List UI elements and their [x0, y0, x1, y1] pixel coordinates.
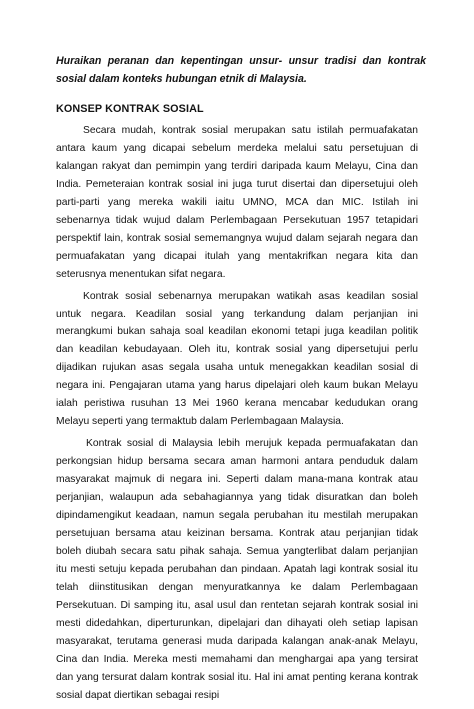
essay-question: Huraikan peranan dan kepentingan unsur- unsur tradisi dan kontrak sosial dalam konteks hubungan etnik di Malaysia. [56, 55, 426, 85]
paragraph: Kontrak sosial di Malaysia lebih merujuk kepada permuafakatan dan perkongsian hidup bersama secara aman harmoni antara penduduk dalam masyarakat majmuk di negara ini. Seperti dalam mana-mana kontrak atau perjanjian, walaupun ada sebahagiannya yang tidak disuratkan dan boleh dipindamengikut keadaan, namun segala perubahan itu mestilah merupakan persetujuan bersama atau keizinan bersama. Kontrak atau perjanjian tidak boleh diubah secara satu pihak sahaja. Semua yangterlibat dalam perjanjian itu mesti setuju kepada perubahan dan pindaan. Apatah lagi kontrak sosial itu telah diinstitusikan dengan menyuratkannya ke dalam Perlembagaan Persekutuan. Di samping itu, asal usul dan rentetan sejarah kontrak sosial ini mesti didedahkan, diperturunkan, dipelajari dan dihayati oleh setiap lapisan masyarakat, terutama generasi muda daripada kalangan anak-anak Melayu, Cina dan India. Mereka mesti memahami dan menghargai apa yang tersirat dan yang tersurat dalam kontrak sosial itu. Hal ini amat penting kerana kontrak sosial dapat diertikan sebagai resipi [56, 438, 418, 701]
paragraph: Secara mudah, kontrak sosial merupakan satu istilah permuafakatan antara kaum yang dicapai sebelum merdeka melalui satu persetujuan di kalangan rakyat dan pemimpin yang terdiri daripada kaum Melayu, Cina dan India. Pemeteraian kontrak sosial ini juga turut disertai dan dipersetujui oleh parti-parti yang mereka wakili iaitu UMNO, MCA dan MIC. Istilah ini sebenarnya tidak wujud dalam Perlembagaan Persekutuan 1957 tetapidari perspektif lain, kontrak sosial sememangnya wujud dalam sejarah negara dan permuafakatan yang dicapai itulah yang mentakrifkan negara kita dan seterusnya menentukan sifat negara. [56, 125, 418, 280]
body-text [56, 122, 418, 709]
paragraph: Kontrak sosial sebenarnya merupakan watikah asas keadilan sosial untuk negara. Keadilan sosial yang terkandung dalam perjanjian ini merangkumi bukan sahaja soal keadilan ekonomi tetapi juga keadilan politik dan keadilan kebudayaan. Oleh itu, kontrak sosial yang dipersetujui perlu dijadikan rujukan asas segala usaha untuk menegakkan keadilan sosial di negara ini. Pengajaran utama yang harus dipelajari oleh kaum bukan Melayu ialah peristiwa rusuhan 13 Mei 1960 kerana mencabar kedudukan orang Melayu seperti yang termaktub dalam Perlembagaan Malaysia. [56, 290, 418, 428]
section-heading: KONSEP KONTRAK SOSIAL [56, 103, 204, 115]
